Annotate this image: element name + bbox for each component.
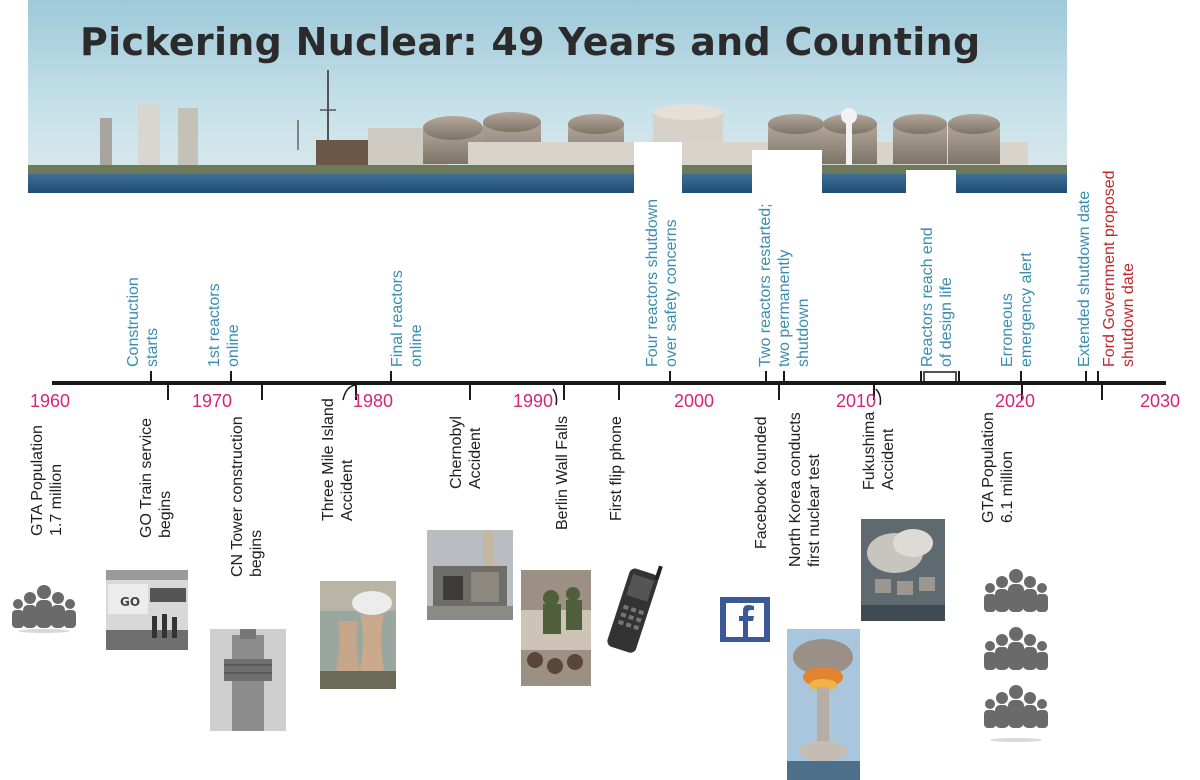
timeline-tick — [261, 383, 263, 400]
event-label-line: Reactors reach end — [919, 227, 936, 367]
year-label-2030: 2030 — [1140, 391, 1181, 411]
plant-event-extended-shutdown — [1075, 191, 1094, 367]
event-label-line: Construction — [125, 277, 142, 367]
timeline-tick — [1101, 383, 1103, 400]
year-label-1980: 1980 — [353, 391, 394, 411]
event-label-line: first nuclear test — [806, 454, 823, 567]
event-label-line: Accident — [467, 427, 484, 489]
event-label-line: Accident — [880, 428, 897, 490]
event-label-line: begins — [157, 490, 174, 538]
plant-event-emergency-alert — [998, 252, 1036, 367]
event-label-line: Final reactors — [389, 270, 406, 367]
event-label-line: shutdown date — [1120, 262, 1137, 367]
chernobyl-photo — [427, 530, 513, 620]
page-title: Pickering Nuclear: 49 Years and Counting — [80, 20, 981, 64]
event-label-line: online — [408, 324, 425, 367]
svg-text:GO: GO — [120, 595, 141, 609]
people-group-icon — [12, 582, 76, 634]
world-event-facebook — [752, 416, 771, 549]
world-event-chernobyl — [447, 416, 485, 489]
event-label-line: online — [225, 324, 242, 367]
world-event-berlin-wall — [553, 416, 572, 530]
event-label-line: CN Tower construction — [229, 416, 246, 577]
world-event-gta-pop-1 — [28, 425, 66, 536]
timeline-axis — [52, 381, 1166, 385]
event-label-line: Four reactors shutdown — [644, 198, 661, 367]
event-label-line: 1st reactors — [206, 283, 223, 367]
event-label-line: GO Train service — [138, 417, 155, 538]
timeline-tick — [1097, 371, 1099, 382]
plant-event-two-restarted — [756, 203, 813, 367]
year-label-1990: 1990 — [513, 391, 554, 411]
year-label-2020: 2020 — [995, 391, 1036, 411]
nuclear-test-photo — [787, 629, 860, 780]
event-label-line: Three Mile Island — [320, 398, 337, 521]
people-group-icon-stack — [982, 566, 1050, 744]
event-label-line: Accident — [339, 459, 356, 521]
timeline-tick — [1085, 371, 1087, 382]
go-train-photo — [106, 570, 188, 650]
world-event-fukushima — [860, 412, 898, 490]
event-label-line: Ford Government proposed — [1101, 170, 1118, 367]
event-label-line: of design life — [938, 277, 955, 367]
plant-event-design-life — [918, 227, 956, 367]
world-event-flip-phone — [607, 416, 626, 521]
event-label-line: over safety concerns — [663, 219, 680, 367]
timeline-tick — [765, 371, 767, 382]
timeline-tick — [618, 383, 620, 400]
event-label-line: First flip phone — [608, 416, 625, 521]
event-label-line: 1.7 million — [48, 463, 65, 536]
cn-tower-photo — [210, 629, 286, 731]
timeline-tick — [563, 383, 565, 400]
event-label-line: Two reactors restarted; — [757, 203, 774, 367]
event-label-line: North Korea conducts — [787, 412, 804, 567]
berlin-wall-photo — [521, 570, 591, 686]
timeline-tick — [469, 383, 471, 400]
design-life-bracket — [920, 368, 960, 386]
event-label-line: Erroneous — [999, 293, 1016, 367]
event-label-line: starts — [144, 327, 161, 367]
three-mile-island-photo — [320, 581, 396, 689]
plant-event-ford-proposed — [1100, 170, 1138, 367]
event-label-line: GTA Population — [29, 425, 46, 536]
world-event-cn-tower — [228, 416, 266, 577]
plant-event-first-reactors — [205, 283, 243, 367]
event-label-line: GTA Population — [980, 412, 997, 523]
plant-event-final-reactors — [388, 270, 426, 367]
world-event-gta-pop-2 — [979, 412, 1017, 523]
timeline-tick — [1020, 371, 1022, 382]
event-label-line: 6.1 million — [999, 450, 1016, 523]
event-label-line: Fukushima — [861, 411, 878, 490]
year-label-1960: 1960 — [30, 391, 71, 411]
plant-event-four-shutdown — [643, 199, 681, 367]
event-label-line: begins — [248, 529, 265, 577]
event-label-line: Facebook founded — [753, 416, 770, 549]
timeline-tick — [167, 383, 169, 400]
world-event-north-korea — [786, 412, 824, 567]
year-label-2010: 2010 — [836, 391, 877, 411]
year-label-2000: 2000 — [674, 391, 715, 411]
world-event-go-train — [137, 418, 175, 538]
timeline-tick — [669, 371, 671, 382]
timeline-tick — [778, 383, 780, 400]
fukushima-photo — [861, 519, 945, 621]
event-label-line: Chernobyl — [448, 416, 465, 489]
timeline-tick — [150, 371, 152, 382]
flip-phone-photo — [604, 560, 664, 660]
year-label-1970: 1970 — [192, 391, 233, 411]
event-label-line: shutdown — [795, 298, 812, 367]
event-label-line: emergency alert — [1018, 252, 1035, 367]
event-label-line: Extended shutdown date — [1076, 190, 1093, 367]
world-event-three-mile — [319, 398, 357, 521]
timeline-tick — [390, 371, 392, 382]
event-label-line: Berlin Wall Falls — [554, 415, 571, 530]
facebook-logo-icon — [720, 597, 770, 642]
plant-event-construction — [124, 277, 162, 367]
timeline-tick — [783, 371, 785, 382]
timeline-tick — [230, 371, 232, 382]
event-label-line: two permanently — [776, 249, 793, 367]
